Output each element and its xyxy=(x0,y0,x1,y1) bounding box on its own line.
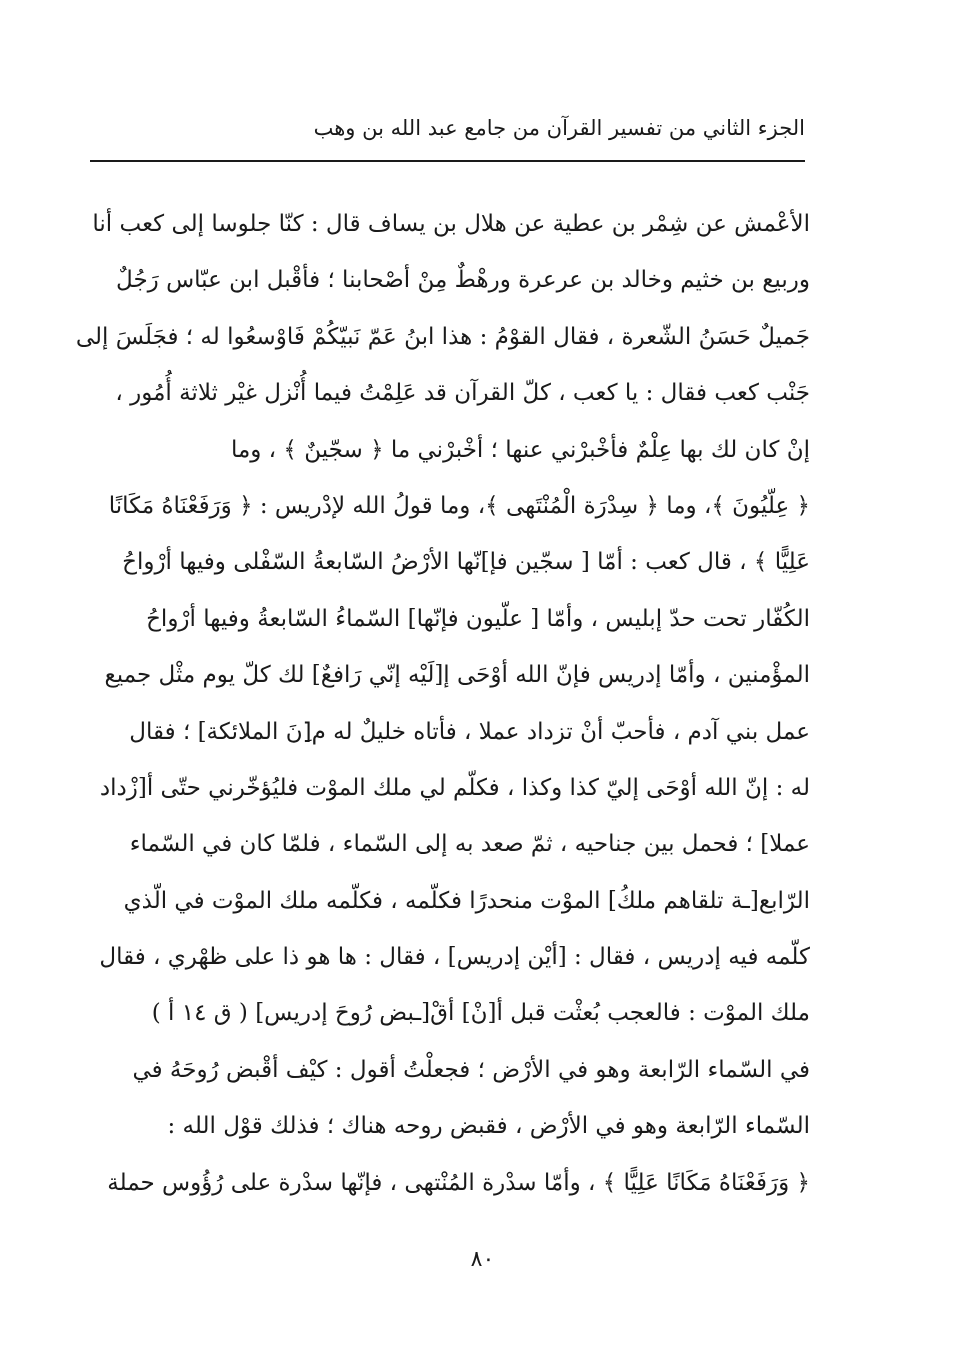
running-header: الجزء الثاني من تفسير القرآن من جامع عبد الله بن وهب xyxy=(313,116,805,140)
text-line: الكُفّار تحت حدّ إبليس ، وأمّا [ علّيون فإنّها] السّماءُ السّابعةُ وفيها أرْواحُ xyxy=(146,605,810,632)
text-line: وربيع بن خثيم وخالد بن عرعرة ورهْطٌ مِنْ أصْحابنا ؛ فأقْبل ابن عبّاس رَجُلٌ xyxy=(116,267,810,294)
text-line: جَميلٌ حَسَنُ الشّعرة ، فقال القوْمُ : هذا ابنُ عَمّ نَبيّكُمْ فَاوْسعُوا له ؛ فجَلَسَ إلى xyxy=(75,323,810,350)
text-line: عمل بني آدم ، فأحبّ أنْ تزداد عملا ، فأتاه خليلٌ له م[ِنَ الملائكة] ؛ فقال xyxy=(129,718,810,745)
text-line: السّماء الرّابعة وهو في الأرْض ، فقبض روحه هناك ؛ فذلك قوْل الله : xyxy=(167,1113,810,1140)
text-line: ﴿ وَرَفَعْنَاهُ مَكَانًا عَلِيًّا ﴾ ، وأمّا سدْرة المُنْتهى ، فإنّها سدْرة على رُؤُوس حملة xyxy=(107,1169,810,1196)
text-line: ملك الموْت : فالعجب بُعثْت قبل أ[نْ] أقْ[ـبض رُوحَ إدريس] ( ق ١٤ أ ) xyxy=(151,1000,810,1027)
header-rule xyxy=(90,160,805,162)
text-line: ﴿ عِلّيُونَ ﴾، وما ﴿ سِدْرَة الْمُنْتَهى ﴾، وما قولُ الله لإدْريس : ﴿ وَرَفَعْنَاهُ مَكَانًا xyxy=(108,492,810,519)
text-line: عَلِيًّا ﴾ ، قال كعب : أمّا [ سجّين فإ]نّها الأرْضُ السّابعةُ السّفْلى وفيها أرْواحُ xyxy=(122,549,810,576)
text-line: جَنْب كعب فقال : يا كعب ، كلّ القرآن قد عَلِمْتُ فيما أُنْزل غيْر ثلاثة أُمُور ، xyxy=(115,380,810,407)
text-line: المؤْمنين ، وأمّا إدريس فإنّ الله أوْحَى إ[لَيْه إنّي رَافعٌ] لك كلّ يوم مثْل جميع xyxy=(104,662,810,689)
text-line: في السّماء الرّابعة وهو في الأرْض ؛ فجعلْتُ أقول : كيْف أقْبض رُوحَهُ في xyxy=(132,1056,810,1083)
text-line: له : إنّ الله أوْحَى إليّ كذا وكذا ، فكلّم لي ملك الموْت فليُؤخّرني حتّى أ[زْداد xyxy=(99,774,810,801)
text-line: عملا] ؛ فحمل بين جناحيه ، ثمّ صعد به إلى السّماء ، فلمّا كان في السّماء xyxy=(129,831,810,858)
text-line: كلّمه فيه إدريس ، فقال : [أيْن إدريس] ، فقال : ها هو ذا على ظهْري ، فقال xyxy=(99,944,810,971)
body-text xyxy=(70,196,810,1211)
text-line: الأعْمش عن شِمْر بن عطية عن هلال بن يساف قال : كنّا جلوسا إلى كعب أنا xyxy=(92,211,810,237)
text-line: إنْ كان لك بها عِلْمٌ فأخْبرْني عنها ؛ أخْبرْني ما ﴿ سجّينٌ ﴾ ، وما xyxy=(230,436,810,463)
page-number: ٨٠ xyxy=(470,1247,495,1272)
text-line: الرّابع[ـة تلقاهم ملكُ] الموْت منحدرًا فكلّمه ، فكلّمه ملك الموْت في الّذي xyxy=(123,887,810,914)
